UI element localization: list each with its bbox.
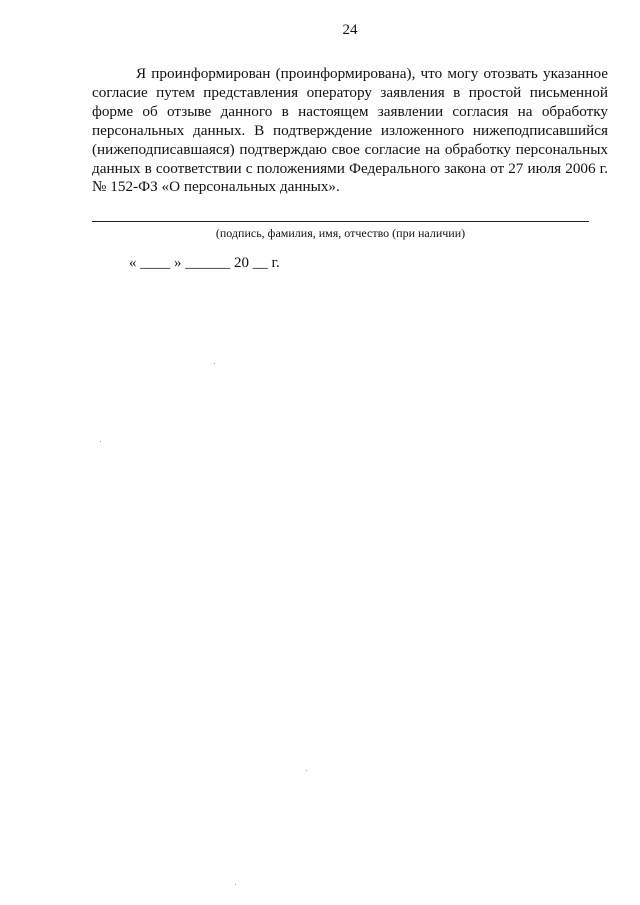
signature-line xyxy=(92,221,589,222)
paragraph-line: данных в соответствии с положениями Федерального закона от 27 июля 2006 г. xyxy=(92,159,608,177)
page-number: 24 xyxy=(342,22,358,38)
scan-speck xyxy=(235,884,236,885)
consent-paragraph xyxy=(92,65,608,197)
date-line: « ____ » ______ 20 __ г. xyxy=(129,255,280,271)
paragraph-line: согласие путем представления оператору заявления в простой письменной xyxy=(92,83,608,101)
scan-speck xyxy=(306,770,307,771)
paragraph-line: Я проинформирован (проинформирована), что могу отозвать указанное xyxy=(136,65,608,82)
scan-speck xyxy=(100,441,101,442)
paragraph-line: персональных данных. В подтверждение изложенного нижеподписавшийся xyxy=(92,121,608,139)
scan-speck xyxy=(214,363,215,364)
paragraph-line: форме об отзыве данного в настоящем заявлении согласия на обработку xyxy=(92,102,608,120)
signature-caption: (подпись, фамилия, имя, отчество (при наличии) xyxy=(215,226,466,240)
paragraph-line: (нижеподписавшаяся) подтверждаю свое согласие на обработку персональных xyxy=(92,140,608,158)
paragraph-line: № 152-ФЗ «О персональных данных». xyxy=(92,178,340,196)
